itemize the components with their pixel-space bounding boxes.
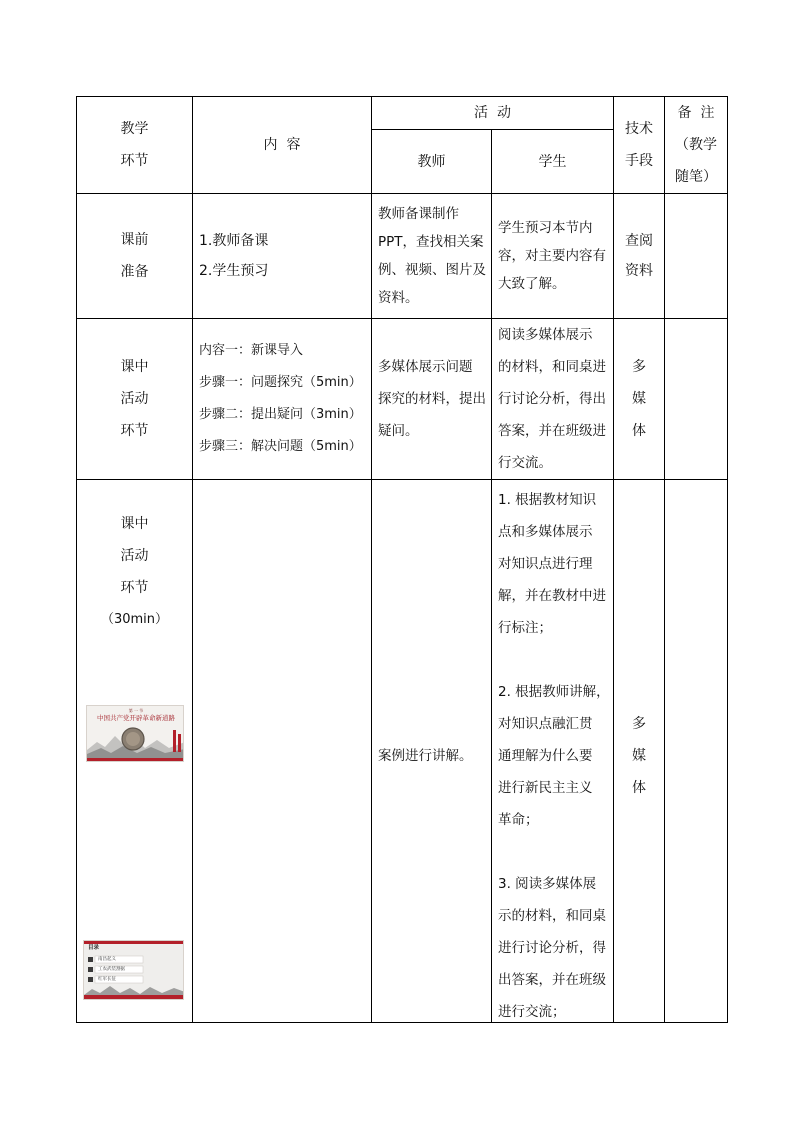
row1-stage: 课前 准备 xyxy=(120,232,149,280)
row3-stage: 课中 活动 环节 （30min） xyxy=(100,516,169,627)
header-student: 学生 xyxy=(538,153,567,170)
slide-title-text: 中国共产党开辟革命新道路 xyxy=(97,714,175,722)
row2-tech: 多 媒 体 xyxy=(632,359,646,439)
slide-thumbnail-toc xyxy=(83,940,184,1000)
slide-toc-item: 南昌起义 xyxy=(98,957,116,962)
slide-toc-item: 工农武装割据 xyxy=(98,967,125,972)
col-divider-5 xyxy=(664,96,665,1023)
slide-toc-item: 红军长征 xyxy=(98,977,116,982)
row2-teacher: 多媒体展示问题 探究的材料，提出 疑问。 xyxy=(378,359,486,439)
header-activity: 活 动 xyxy=(474,105,511,121)
header-notes: 备 注 （教学 随笔） xyxy=(675,105,717,185)
table-border-bottom xyxy=(76,1022,728,1023)
row3-teacher: 案例进行讲解。 xyxy=(378,748,473,764)
table-border-right xyxy=(727,96,728,1023)
row1-content: 1.教师备课 2.学生预习 xyxy=(199,233,269,279)
slide-toc-heading: 目录 xyxy=(88,945,100,951)
row3-tech: 多 媒 体 xyxy=(632,716,646,796)
row3-student-step2: 2. 根据教师讲解， 对知识点融汇贯 通理解为什么要 进行新民主主义 革命； xyxy=(498,684,610,828)
slide-title-subtitle: 第 一 节 xyxy=(128,708,144,713)
row2-student: 阅读多媒体展示 的材料，和同桌进 行讨论分析，得出 答案，并在班级进 行交流。 xyxy=(498,327,606,471)
row2-stage: 课中 活动 环节 xyxy=(120,359,149,439)
slide-thumbnail-title xyxy=(86,705,184,762)
row3-student-step3: 3. 阅读多媒体展 示的材料，和同桌 进行讨论分析，得 出答案，并在班级 进行交流； xyxy=(498,876,606,1020)
header-teacher: 教师 xyxy=(417,153,446,170)
row2-bottom-line xyxy=(76,479,728,480)
header-tech: 技术 手段 xyxy=(625,121,653,169)
row1-student: 学生预习本节内 容，对主要内容有 大致了解。 xyxy=(498,220,606,292)
row2-content: 内容一：新课导入 步骤一：问题探究（5min） 步骤二：提出疑问（3min） 步骤三：解决问题（5min） xyxy=(199,343,362,454)
row1-teacher: 教师备课制作 PPT，查找相关案 例、视频、图片及 资料。 xyxy=(378,206,486,306)
row3-student-step1: 1. 根据教材知识 点和多媒体展示 对知识点进行理 解，并在教材中进 行标注； xyxy=(498,492,606,636)
row1-tech: 查阅 资料 xyxy=(625,233,653,279)
header-content: 内 容 xyxy=(263,137,301,153)
header-stage: 教学 环节 xyxy=(120,121,149,169)
